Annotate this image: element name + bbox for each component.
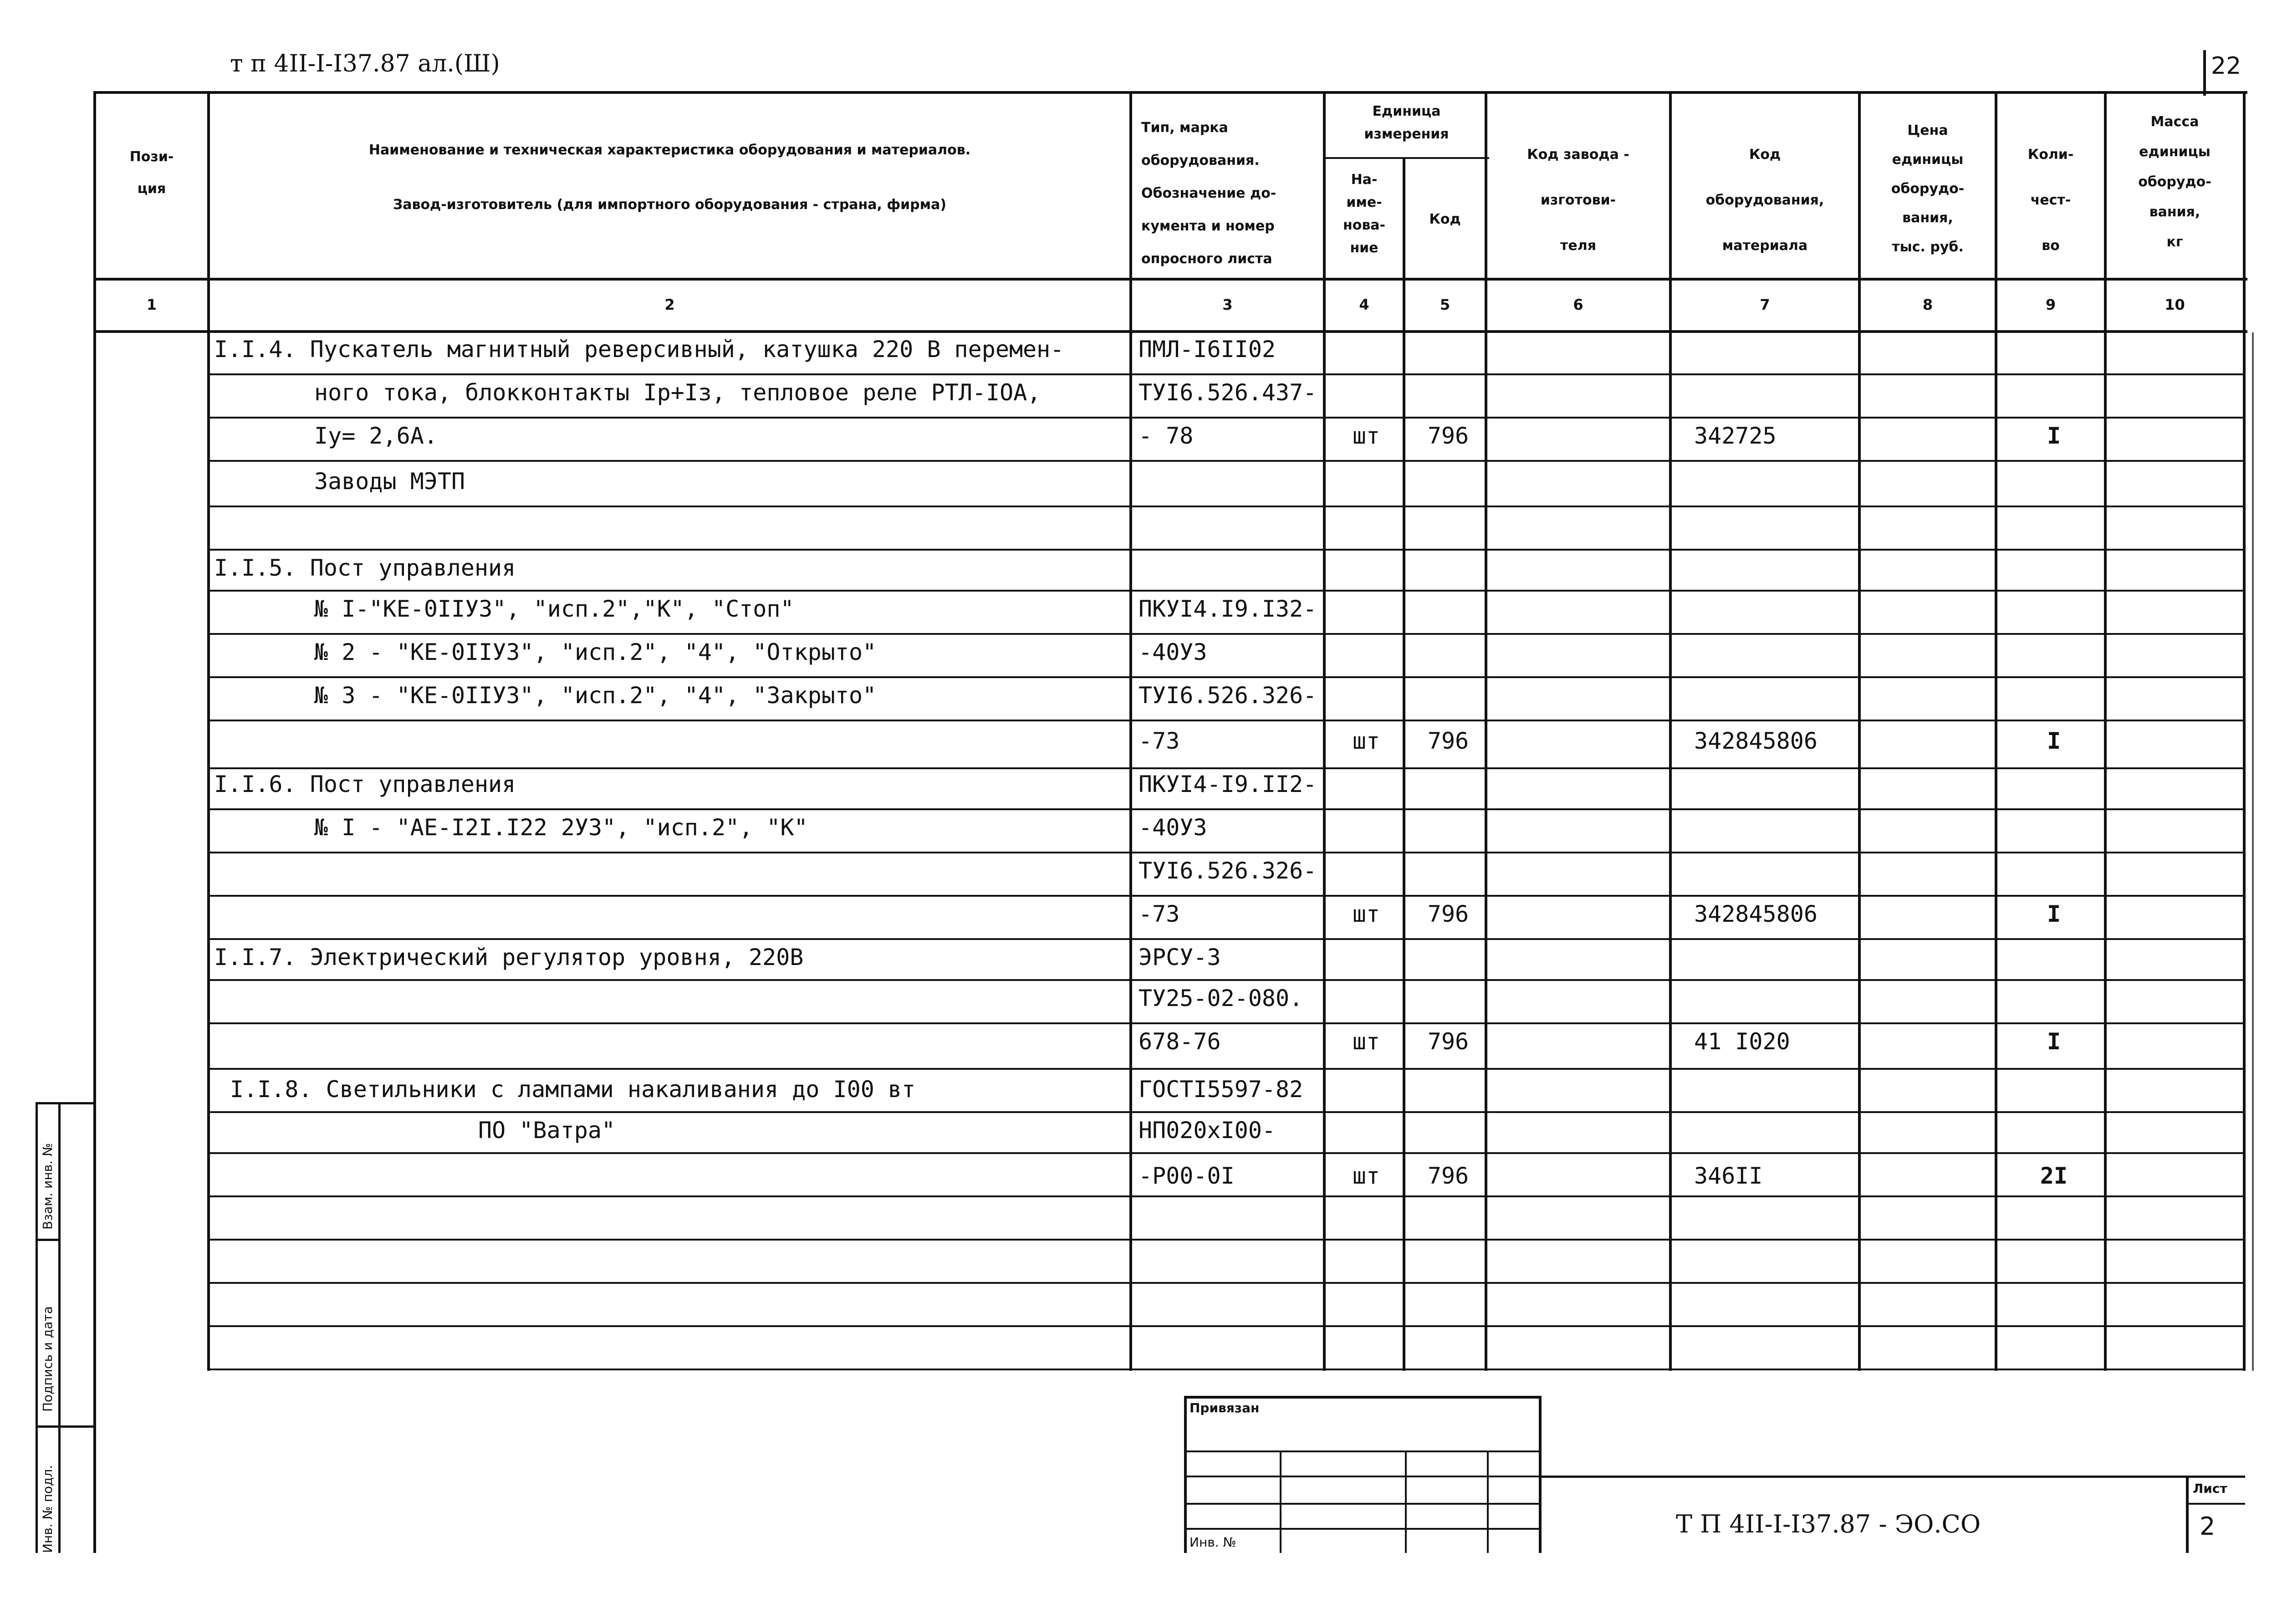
row-type-mark: ЭРСУ-3 <box>1138 944 1221 970</box>
row-type-mark: ТУ25-02-080. <box>1138 985 1303 1011</box>
stamp-col <box>1487 1450 1489 1553</box>
row-item-name: I.I.5. Пост управления <box>214 555 516 581</box>
row-grid-line <box>207 1152 2245 1154</box>
row-grid-line <box>207 767 2245 769</box>
row-item-name: ПО "Ватра" <box>478 1117 616 1144</box>
row-grid-line <box>207 852 2245 853</box>
row-grid-line <box>207 938 2245 940</box>
document-code-top: т п 4II-I-I37.87 ал.(Ш) <box>230 50 500 77</box>
row-grid-line <box>207 506 2245 507</box>
row-type-mark: -40УЗ <box>1138 814 1207 841</box>
row-item-name: Iу= 2,6А. <box>314 423 438 449</box>
header-equipment-code: Код оборудования, материала <box>1705 147 1824 254</box>
row-item-name: № 2 - "КЕ-0IIУЗ", "исп.2", "4", "Открыто" <box>314 639 877 665</box>
header-mass: Масса единицы оборудо- вания, кг <box>2138 114 2211 250</box>
col-line-8 <box>1995 91 1997 1371</box>
row-quantity: I <box>2047 1028 2061 1055</box>
column-number: 6 <box>1573 296 1583 313</box>
sheet-label: Лист <box>2193 1481 2227 1496</box>
row-type-mark: ТУI6.526.437- <box>1138 379 1317 406</box>
col-line-9 <box>2104 91 2107 1371</box>
column-number: 1 <box>146 296 157 313</box>
margin-line-inner <box>58 1102 61 1553</box>
row-type-mark: ТУI6.526.326- <box>1138 858 1317 884</box>
right-margin-line <box>2252 332 2254 1371</box>
column-number: 10 <box>2165 296 2185 313</box>
row-grid-line <box>207 676 2245 678</box>
row-type-mark: -73 <box>1138 901 1180 927</box>
row-grid-line <box>207 808 2245 810</box>
row-type-mark: -40УЗ <box>1138 639 1207 665</box>
row-unit-code: 796 <box>1427 423 1469 449</box>
header-factory-code: Код завода - изготови- теля <box>1527 147 1629 254</box>
header-position: Пози- ция <box>129 149 174 197</box>
column-number: 8 <box>1922 296 1933 313</box>
numbers-bottom-line <box>93 330 2247 333</box>
row-item-name: I.I.8. Светильники с лампами накаливания до I00 вт <box>230 1076 916 1103</box>
row-unit-code: 796 <box>1427 1163 1469 1189</box>
row-unit-name: шт <box>1352 423 1380 449</box>
side-label-inv-podl: Инв. № подл. <box>40 1465 55 1553</box>
row-equipment-code: 342845806 <box>1694 728 1818 754</box>
row-type-mark: ГОСТI5597-82 <box>1138 1076 1303 1103</box>
row-quantity: 2I <box>2040 1163 2068 1189</box>
row-item-name: ного тока, блокконтакты Iр+Iз, тепловое реле РТЛ-IOA, <box>314 379 1041 406</box>
row-grid-line <box>207 720 2245 721</box>
row-quantity: I <box>2047 728 2061 754</box>
row-grid-line <box>207 417 2245 419</box>
col-line-6 <box>1669 91 1672 1371</box>
row-grid-line <box>207 895 2245 897</box>
header-price: Цена единицы оборудо- вания, тыс. руб. <box>1891 123 1965 255</box>
column-number: 5 <box>1440 296 1450 313</box>
margin-divider <box>36 1239 61 1241</box>
row-unit-name: шт <box>1352 728 1380 754</box>
side-label-podpis: Подпись и дата <box>40 1306 55 1412</box>
row-item-name: Заводы МЭТП <box>314 468 465 495</box>
row-unit-name: шт <box>1352 1163 1380 1189</box>
row-type-mark: ТУI6.526.326- <box>1138 682 1317 709</box>
row-grid-line <box>207 1195 2245 1197</box>
col-line-1 <box>207 91 210 1371</box>
row-grid-line <box>207 979 2245 981</box>
side-label-vzam: Взам. инв. № <box>40 1143 55 1230</box>
table-top-line <box>93 91 2247 94</box>
row-unit-name: шт <box>1352 901 1380 927</box>
row-type-mark: НП020хI00- <box>1138 1117 1276 1144</box>
header-units: Единица измерения <box>1364 103 1449 142</box>
row-grid-line <box>207 1068 2245 1070</box>
row-type-mark: -73 <box>1138 728 1180 754</box>
margin-divider <box>36 1425 95 1428</box>
corner-divider <box>2203 50 2206 96</box>
sheet-box-line <box>2186 1503 2245 1505</box>
row-item-name: I.I.7. Электрический регулятор уровня, 220В <box>214 944 804 970</box>
row-grid-line <box>207 590 2245 592</box>
row-grid-line <box>207 460 2245 462</box>
header-unit-code: Код <box>1429 211 1461 227</box>
row-equipment-code: 346II <box>1694 1163 1763 1189</box>
row-unit-code: 796 <box>1427 728 1469 754</box>
column-number: 2 <box>664 296 675 313</box>
col-line-10 <box>2243 91 2246 1371</box>
stamp-main-line <box>1542 1476 2245 1478</box>
row-quantity: I <box>2047 901 2061 927</box>
row-grid-line <box>207 1111 2245 1113</box>
header-unit-name: На- име- нова- ние <box>1343 172 1386 256</box>
row-unit-code: 796 <box>1427 1028 1469 1055</box>
margin-line-outer <box>36 1102 38 1553</box>
column-number: 7 <box>1760 296 1770 313</box>
row-unit-name: шт <box>1352 1028 1380 1055</box>
row-unit-code: 796 <box>1427 901 1469 927</box>
column-number: 9 <box>2045 296 2056 313</box>
header-name: Наименование и техническая характеристика оборудования и материалов. Завод-изготовитель (для импортного оборудования - страна, фирма) <box>368 142 971 213</box>
col-line-7 <box>1858 91 1861 1371</box>
row-item-name: № 3 - "КЕ-0IIУЗ", "исп.2", "4", "Закрыто" <box>314 682 877 709</box>
row-grid-line <box>207 1282 2245 1284</box>
units-subheader-line <box>1325 157 1489 159</box>
row-item-name: № I-"КЕ-0IIУЗ", "исп.2","К", "Стоп" <box>314 596 794 622</box>
row-equipment-code: 342845806 <box>1694 901 1818 927</box>
margin-divider <box>36 1102 95 1104</box>
row-grid-line <box>207 1325 2245 1327</box>
header-type: Тип, марка оборудования. Обозначение до- кумента и номер опросного листа <box>1141 120 1276 267</box>
row-type-mark: ПМЛ-I6II02 <box>1138 336 1276 363</box>
header-bottom-line <box>93 278 2247 281</box>
header-quantity: Коли- чест- во <box>2027 147 2074 254</box>
column-number: 3 <box>1222 296 1233 313</box>
row-grid-line <box>207 1022 2245 1024</box>
row-quantity: I <box>2047 423 2061 449</box>
stamp-col <box>1405 1450 1407 1553</box>
row-grid-line <box>207 549 2245 551</box>
row-item-name: I.I.4. Пускатель магнитный реверсивный, катушка 220 В перемен- <box>214 336 1064 363</box>
sheet-number: 2 <box>2200 1512 2216 1541</box>
row-equipment-code: 41 I020 <box>1694 1028 1790 1055</box>
col-line-2 <box>1129 91 1132 1371</box>
row-grid-line <box>207 633 2245 635</box>
column-number: 4 <box>1359 296 1369 313</box>
stamp-inv-no: Инв. № <box>1190 1535 1236 1550</box>
row-grid-line <box>207 1369 2245 1370</box>
row-type-mark: ПКУI4-I9.II2- <box>1138 771 1317 797</box>
row-item-name: I.I.6. Пост управления <box>214 771 516 797</box>
stamp-document-code: Т П 4II-I-I37.87 - ЭО.СО <box>1676 1510 1981 1538</box>
row-equipment-code: 342725 <box>1694 423 1777 449</box>
stamp-privyazan: Привязан <box>1190 1400 1260 1415</box>
row-item-name: № I - "АЕ-I2I.I22 2УЗ", "исп.2", "К" <box>314 814 808 841</box>
row-type-mark: - 78 <box>1138 423 1194 449</box>
row-type-mark: -Р00-0I <box>1138 1163 1235 1189</box>
row-grid-line <box>207 373 2245 375</box>
stamp-col <box>1280 1450 1281 1553</box>
row-type-mark: 678-76 <box>1138 1028 1221 1055</box>
sheet-corner-number: 22 <box>2211 52 2241 80</box>
row-type-mark: ПКУI4.I9.I32- <box>1138 596 1317 622</box>
row-grid-line <box>207 1239 2245 1241</box>
